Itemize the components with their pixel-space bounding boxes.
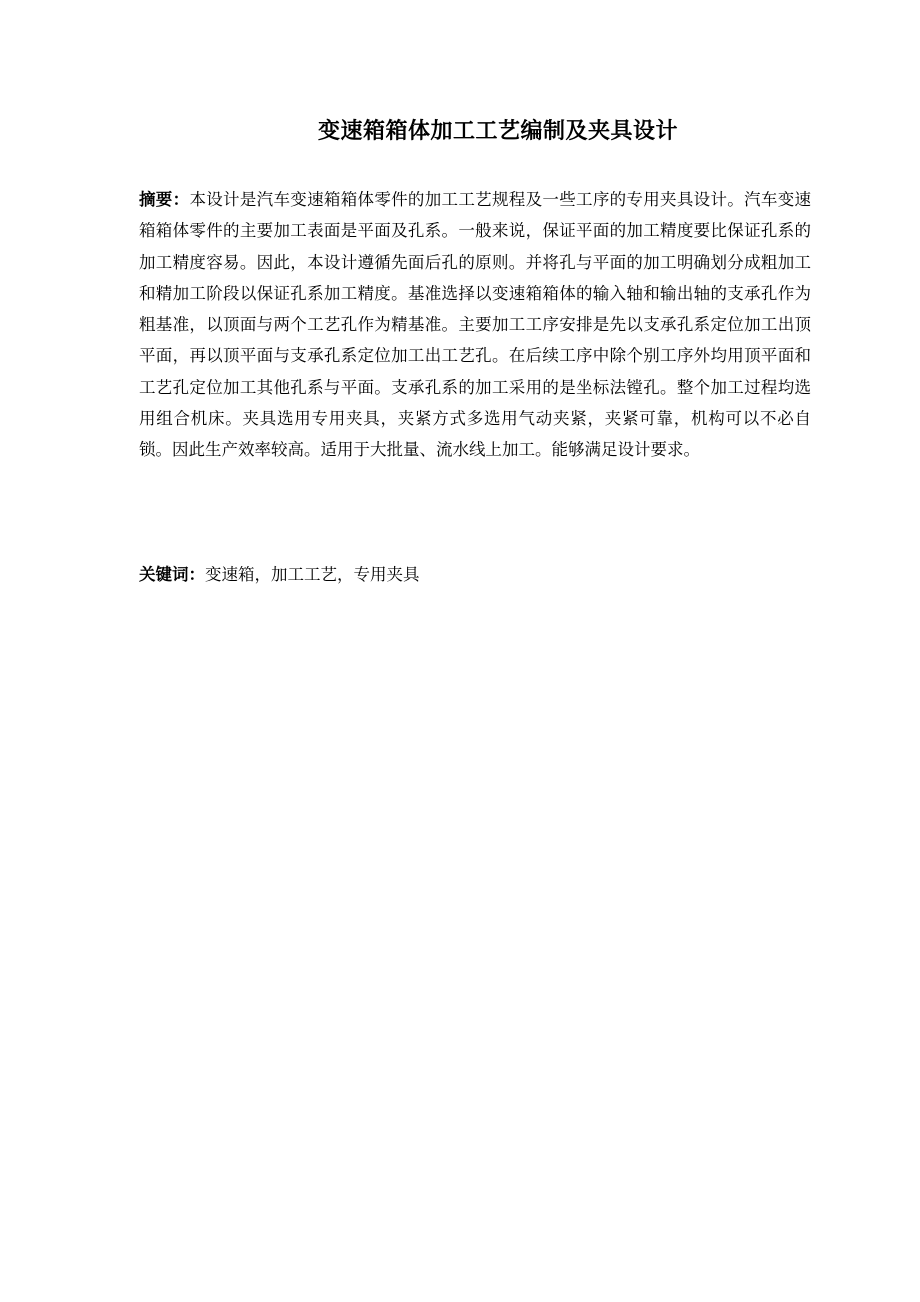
keywords-label: 关键词： xyxy=(139,565,205,584)
paper-title: 变速箱箱体加工工艺编制及夹具设计 xyxy=(317,118,678,144)
abstract-text: 本设计是汽车变速箱箱体零件的加工工艺规程及一些工序的专用夹具设计。汽车变速箱箱体零件的主要加工表面是平面及孔系。一般来说，保证平面的加工精度要比保证孔系的加工精度容易。因此，本设计遵循先面后孔的原则。并将孔与平面的加工明确划分成粗加工和精加工阶段以保证孔系加工精度。基准选择以变速箱箱体的输入轴和输出轴的支承孔作为粗基准，以顶面与两个工艺孔作为精基准。主要加工工序安排是先以支承孔系定位加工出顶平面，再以顶平面与支承孔系定位加工出工艺孔。在后续工序中除个别工序外均用顶平面和工艺孔定位加工其他孔系与平面。支承孔系的加工采用的是坐标法镗孔。整个加工过程均选用组合机床。夹具选用专用夹具，夹紧方式多选用气动夹紧，夹紧可靠，机构可以不必自锁。因此生产效率较高。适用于大批量、流水线上加工。能够满足设计要求。 xyxy=(139,190,812,460)
keywords-paragraph xyxy=(139,561,811,589)
abstract-paragraph xyxy=(139,184,811,466)
keywords-text: 变速箱，加工工艺，专用夹具 xyxy=(205,565,420,584)
abstract-label: 摘要： xyxy=(139,190,190,209)
